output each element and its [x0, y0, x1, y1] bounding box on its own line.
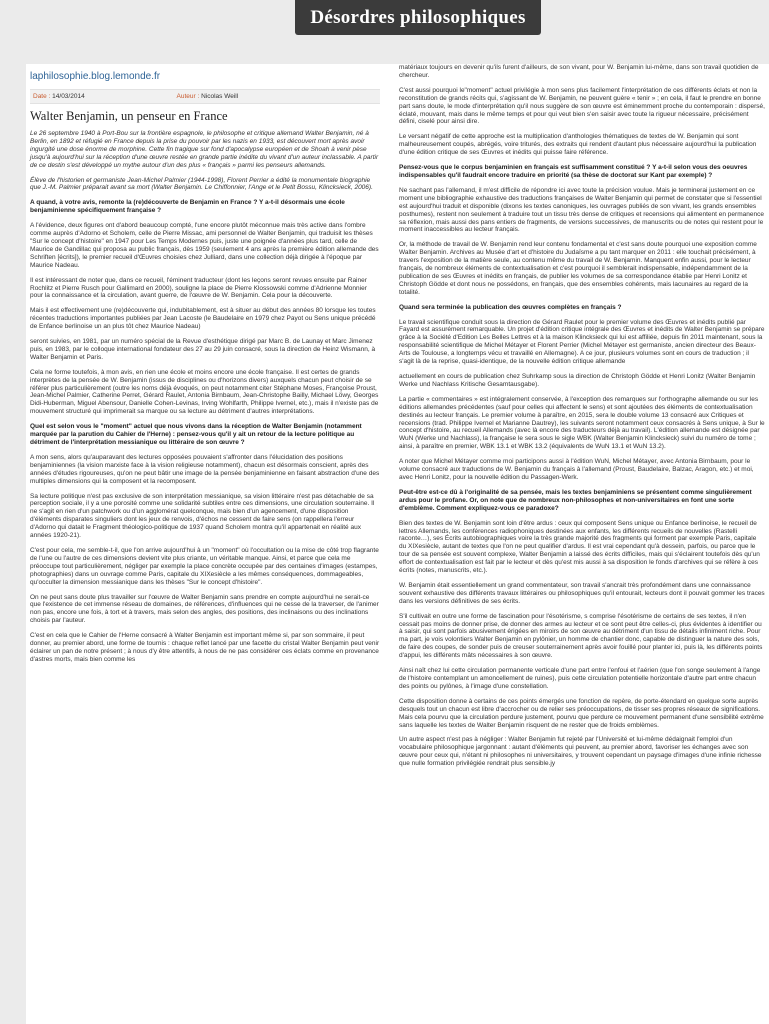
author-label: Auteur :	[176, 93, 200, 100]
interview-question: Pensez-vous que le corpus benjaminien en français est suffisamment constitué ? Y a-t-il selon vous des oeuvres indispensables qu'il faudrait encore traduire en priorité (sa thèse de doctorat sur Kant par exemple) ?	[399, 164, 748, 179]
right-column	[399, 64, 765, 775]
article-paragraph: Le versant négatif de cette approche est la multiplication d'anthologies thématiques de textes de W. Benjamin qui sont malheureusement coupés, abrégés, voire triturés, des extraits qui rendent d'autant plus nécessaire aujourd'hui la publication d'une édition critique de ses Œuvres et inédits qui puisse faire référence.	[399, 133, 757, 157]
article-paragraph: actuellement en cours de publication chez Suhrkamp sous la direction de Christoph Gödde et Henri Lonitz (Walter Benjamin Werke und Nachlass Kritische Gesamtausgabe).	[399, 373, 756, 388]
article-meta	[30, 89, 380, 104]
article-paragraph: S'il cultivait en outre une forme de fascination pour l'ésotérisme, s comprise l'ésotérisme de certains de ses textes, il n'en cessait pas moins de donner prise, de donner des armes au lecteur et ce sont peut être celles-ci, plus évidentes à identifier ou à saisir, qui sont parfois abusivement érigées en miroirs de son œuvre au détriment d'un tissu de détails infiniment riche. Pour ma part, je vois volontiers Walter Benjamin en pylônier, un homme de chantier donc, capable de distinguer la nature des sols, de faire des coupes, de sonder puis de creuser souterrainement après avoir fouillé pour planter ici, puis là, les différents points d'appui, les différents mâts nécessaires à son œuvre.	[399, 612, 763, 660]
article-paragraph: seront suivies, en 1981, par un numéro spécial de la Revue d'esthétique dirigé par Marc B. de Launay et Marc Jimenez puis, en 1983, par le colloque international fondateur des 27 au 29 juin consacré, sous la direction de Heinz Wismann, à Walter Benjamin et Paris.	[30, 338, 376, 361]
date-label: Date :	[33, 93, 51, 100]
article-paragraph: matériaux toujours en devenir qu'ils furent d'ailleurs, de son vivant, pour W. Benjamin lui-même, dans son travail quotidien de chercheur.	[399, 64, 759, 79]
blog-title: Désordres philosophiques	[310, 7, 526, 28]
right-body	[399, 64, 765, 768]
left-column	[30, 64, 380, 671]
article-intro: Le 26 septembre 1940 à Port-Bou sur la frontière espagnole, le philosophe et critique allemand Walter Benjamin, né à Berlin, en 1892 et réfugié en France depuis la prise du pouvoir par les nazis en 1933, est découvert mort après avoir ingurgité une dose énorme de morphine. Cette fin tragique sur fond d'apocalypse européen et de Shoah à venir pèse jusqu'à aujourd'hui sur la réception d'une œuvre restée en grande partie inédite du vivant d'un auteur inclassable. A partir de ce destin s'est développé un mythe autour d'un des plus « français » parmi les penseurs allemands.	[30, 130, 379, 169]
article-paragraph: A l'évidence, deux figures ont d'abord beaucoup compté, l'une encore plutôt méconnue mais très active dans l'ombre comme auprès d'Adorno et Scholem, celle de Pierre Missac, ami personnel de Walter Benjamin, qui traduisit les thèses "Sur le concept d'histoire" en 1947 pour Les Temps Modernes puis, juste une poignée d'années plus tard, celle de Maurice de Gandillac qui proposa au public français, dès 1959 (seulement 4 ans après la première édition allemande des Schriften [écrits]), le premier recueil d'Œuvres choisies chez Julliard, dans une collection déjà dirigée à l'époque par Maurice Nadeau.	[30, 222, 379, 269]
interview-question: Quand sera terminée la publication des œuvres complètes en français ?	[399, 303, 622, 311]
article-paragraph: Un autre aspect n'est pas à négliger : Walter Benjamin fut rejeté par l'Université et lui-même dédaignait l'emploi d'un vocabulaire philosophique jargonnant : autant d'éléments qui peuvent, au premier abord, favoriser les échanges avec son œuvre pour ceux qui, n'étant ni philosophes ni universitaires, y trouvent cependant un paysage d'images d'une infinie richesse que nulle formation privilégiée rendrait plus sensible.jy	[399, 736, 762, 768]
article-paragraph: C'est en cela que le Cahier de l'Herne consacré à Walter Benjamin est important même si, par son sommaire, il peut donner, au premier abord, une forme de tournis : chaque reflet lancé par une facette du cristal Walter Benjamin peut venir éclairer un pan de notre présent ; à nous d'y être attentifs, à nous de ne pas considérer ces éclats comme en provenance d'astres morts, mais bien comme les	[30, 632, 380, 663]
site-url: laphilosophie.blog.lemonde.fr	[30, 71, 161, 82]
article-paragraph: A noter que Michel Métayer comme moi participons aussi à l'édition WuN, Michel Métayer, avec Antonia Birnbaum, pour le volume consacré aux traductions de W. Benjamin du français à l'allemand (Proust, Baudelaire, Balzac, Aragon, etc.) et moi, avec Henri Lonitz, pour la nouvelle édition du Passagen-Werk.	[399, 458, 754, 481]
interview-question: A quand, à votre avis, remonte la (re)découverte de Benjamin en France ? Y a-t-il désormais une école benjaminienne spécifiquement française ?	[30, 199, 345, 215]
article-paragraph: C'est pour cela, me semble-t-il, que l'on arrive aujourd'hui à un "moment" où l'occultation ou la mise de côté trop flagrante de l'une ou l'autre de ces dimensions devient vite plus criante, un véritable manque. Ainsi, et parce que cela me préoccupe tout particulièrement, négliger par exemple la place concrète occupée par des centaines d'images (estampes, photographies) dans un ouvrage comme Paris, capitale du XIXesiècle a les mêmes conséquences, dommageables, qu'occulter la dimension messianique dans les thèses "Sur le concept d'histoire".	[30, 546, 379, 586]
article-paragraph: Mais il est effectivement une (re)découverte qui, indubitablement, est à situer au début des années 80 lorsque les toutes récentes traductions importantes publiées par Jean Lacoste (le Baudelaire en 1979 chez Payot ou Sens unique précédé de Enfance berlinoise un an plus tôt chez Maurice Nadeau)	[30, 307, 376, 331]
article-paragraph: Il est intéressant de noter que, dans ce recueil, l'éminent traducteur (dont les leçons seront revues ensuite par Rainer Rochlitz et Pierre Rusch pour Gallimard en 2000), souligne la place de Pierre Klossowski comme d'Adrienne Monnier pour la connaissance et la circulation, avant guerre, de l'œuvre de W. Benjamin. Cela pour la découverte.	[30, 276, 367, 300]
article-paragraph: Le travail scientifique conduit sous la direction de Gérard Raulet pour le premier volume des Œuvres et inédits publié par Fayard est assurément remarquable. Un projet d'édition critique intégrale des Œuvres et inédits de Walter Benjamin se prépare grâce à la Société d'Edition Les Belles Lettres et à la maison Klincksieck qui lui est affiliée, depuis fin 2011 maintenant, sous la responsabilité scientifique de Michel Métayer et Florent Perrier (Michel Métayer est germaniste, ancien directeur des Beaux-Arts de Toulouse, a longtemps vécu et travaillé en Allemagne). A ce jour, plusieurs volumes sont en cours de traduction ; il s'agit là de la reprise, quasi-identique, de la nouvelle édition critique allemande	[399, 318, 765, 366]
article-paragraph: Cette disposition donne à certains de ces points émergés une fonction de repère, de porte-étendard en quelque sorte auprès desquels tout un chacun est libre d'accrocher ou de relier ses préoccupations, de tisser ses propres réseaux de significations. Mais cela pourvu que la circulation perdure justement, pourvu que perdure ce mouvement permanent d'une sensibilité extrême sans laquelle les textes de Walter Benjamin risquent de ne rester que de froids emblèmes.	[399, 697, 764, 729]
article-sheet	[26, 64, 769, 1024]
article-paragraph: Bien des textes de W. Benjamin sont loin d'être ardus : ceux qui composent Sens unique ou Enfance berlinoise, le recueil de lettres Allemands, les conférences radiophoniques destinées aux enfants, les différents recueils de nouvelles (Rastelli raconte…), ses Écrits autobiographiques voire la très grande majorité des fragments qui forment par exemple Paris, capitale du XIXesiècle, autant de textes que l'on ne peut qualifier d'ardus. Il est vrai cependant qu'à dessein, parfois, ou parce que le tour de sa pensée est souvent complexe, Walter Benjamin a laissé des écrits difficiles, mais qui s'éclairent toutefois dès qu'un effort de contextualisation est fait par le lecteur et dès qu'est mis aussi à sa disposition le fonds d'archives qui se réfère à ces écrits (notes, manuscrits, etc.).	[399, 519, 760, 575]
article-intro: Élève de l'historien et germaniste Jean-Michel Palmier (1944-1998), Florent Perrier a édité la monumentale biographie que J.-M. Palmier préparait avant sa mort (Walter Benjamin. Le Chiffonnier, l'Ange et le Petit Bossu, Klincksieck, 2006).	[30, 176, 373, 192]
article-paragraph: C'est aussi pourquoi le"moment" actuel privilégie à mon sens plus facilement l'interprétation de ces différents éclats et non la reconstitution de grands récits qui, s'agissant de W. Benjamin, ne peuvent guère « tenir » ; en cela, il faut le prendre en bonne part sans doute, le mode d'interprétation qu'il nous suggère de son œuvre est éminemment proche du contemporain : dispersé, éclaté, mouvant, mais dans le même temps et pour qui veut bien s'en saisir avec toute la rigueur nécessaire, précisément défini, ciselé pour ainsi dire.	[399, 86, 765, 126]
article-title: Walter Benjamin, un penseur en France	[30, 109, 228, 123]
interview-question: Quel est selon vous le "moment" actuel que nous vivons dans la réception de Walter Benjamin (notamment marquée par la parution du Cahier de l'Herne) : pensez-vous qu'il y ait un retour de la lecture politique au détriment de l'interprétation messianique ou littéraire de son œuvre ?	[30, 423, 362, 446]
article-paragraph: La partie « commentaires » est intégralement conservée, à l'exception des remarques sur l'orthographe allemande ou sur les éditions allemandes précédentes (sauf pour celles qui affectent le sens) et sont ajoutées des éléments de contextualisation destinés au lecteur français. Le premier volume à paraître, en 2015, sera le double volume 13 consacré aux Critiques et recensions (trad. Philippe Ivernel et Marianne Dautrey), les suivants seront notamment ceux consacrés à Sens unique, à Sur le concept d'histoire, au recueil Allemands (avec là encore des traducteurs déjà au travail). L'édition allemande est désignée par WuN (Werke und Nachlass), la française le sera sous le sigle WBK (Walter Benjamin Klincksieck) suivi du numéro de tome ; ainsi, à paraître en premier, WBK 13.1 et WBK 13.2 (équivalents de WuN 13.1 et WuN 13.2).	[399, 395, 765, 451]
date-value: 14/03/2014	[52, 93, 85, 100]
article-paragraph: Cela ne forme toutefois, à mon avis, en rien une école et moins encore une école française. Il est certes de grands interprètes de la pensée de W. Benjamin (issus de disciplines ou d'horizons divers) auxquels chacun peut choisir de se référer plus particulièrement (outre les noms déjà évoqués, on peut notamment citer Stéphane Moses, Françoise Proust, Jean-Michel Palmier, Catherine Perret, Gérard Raulet, Antonia Birnbaum, Jean-Christophe Bailly, Michael Löwy, Georges Didi-Huberman, Miguel Abensour, Danielle Cohen-Levinas, Irving Wohlfarth, Philippe Ivernel, etc.), mais il n'existe pas de mouvement structuré qui imprimerait sa marque ou sa lecture au détriment d'autres interprétations.	[30, 368, 379, 416]
article-paragraph: A mon sens, alors qu'auparavant des lectures opposées pouvaient s'affronter dans l'élucidation des positions benjaminiennes (la vision marxiste face à la vision religieuse notamment), chacun est désormais conscient, après des années d'études rigoureuses, qu'on ne peut bâtir une image de la pensée benjaminienne en faisant abstraction d'une des multiples dimensions qui la composent et la recomposent.	[30, 453, 380, 485]
article-paragraph: W. Benjamin était essentiellement un grand commentateur, son travail s'ancrait très profondément dans une connaissance souvent exhaustive des différents travaux littéraires ou philosophiques qu'il entourait, lecteurs dont il pouvait gommer les traces dans les versions définitives de ses écrits.	[399, 581, 765, 605]
left-body	[30, 130, 380, 664]
blog-banner	[295, 0, 541, 35]
interview-question: Peut-être est-ce dû à l'originalité de sa pensée, mais les textes benjaminiens se présentent comme singulièrement ardus pour le profane. Or, on note que de nombreux non-philosophes et non-universitaires en font une sorte d'emblème. Comment expliquez-vous ce paradoxe?	[399, 488, 752, 512]
article-paragraph: Or, la méthode de travail de W. Benjamin rend leur contenu fondamental et c'est sans doute pourquoi une exposition comme Walter Benjamin. Archives au Musée d'art et d'histoire du Judaïsme a pu tant marquer en 2011 : elle touchait précisément, à travers l'exposition de la matière seule, au contenu même du travail de W. Benjamin. Manquent enfin aussi, pour le lecteur français, de nombreux éléments de contextualisation et c'est pourquoi il semblerait indispensable, indépendamment de la publication de ses Œuvres et inédits en français, de publier les volumes de sa correspondance établie par Henri Lonitz et Christoph Gödde et dont nous ne possédons, en français, que des ensembles cohérents, mais lacunaires au regard de la totalité.	[399, 241, 757, 296]
article-paragraph: Sa lecture politique n'est pas exclusive de son interprétation messianique, sa vision littéraire n'est pas détachable de sa perception sociale, il y a une porosité comme une solidarité subtiles entre ces dimensions, une circulation souterraine. Il ne s'agit en rien d'un patchwork ou d'un agglomérat quelconque, mais bien d'un agencement, d'une disposition d'éléments disparates singuliers dont les jeux de renvois, d'échos ne cessent de faire sens (on rappellera l'erreur d'Adorno qui datait le Fragment théologico-politique de 1937 quand Scholem montra qu'il appartenait en réalité aux années 1920-21).	[30, 492, 375, 540]
article-paragraph: Ne sachant pas l'allemand, il m'est difficile de répondre ici avec toute la précision voulue. Mais je terminerai justement en ce moment une bibliographie exhaustive des traductions françaises de Walter Benjamin qui permet de constater que si l'essentiel est aujourd'hui traduit et disponible (dixons les textes canoniques, les ouvrages publiés de son vivant, les grands ensembles posthumes), restent non seulement à traduire tout un tissu très dense de critiques et recensions qui alimentent en permanence sa réflexion, mais aussi des pans entiers de fragments, de versions successives, de manuscrits ou de notes qui restent pour le moment inaccessibles au lecteur français.	[399, 186, 764, 234]
article-paragraph: On ne peut sans doute plus travailler sur l'œuvre de Walter Benjamin sans prendre en compte aujourd'hui ne serait-ce que l'existence de cet immense réseau de domaines, de références, d'influences qui ne cesse de la traverser, de l'animer non pas, encore une fois, à tort et à travers, mais selon des angles, des positions, des inclinaisons ou des inclinations choisis par l'auteur.	[30, 593, 379, 625]
article-paragraph: Ainsi naît chez lui cette circulation permanente verticale d'une part entre l'enfoui et l'aérien (que l'on songe seulement à l'ange de l'histoire contemplant un amoncellement de ruines), puis cette circulation potentielle horizontale d'autre part entre chacun des points ou pylônes, à l'image d'une constellation.	[399, 667, 761, 690]
author-value: Nicolas Weill	[201, 93, 239, 100]
